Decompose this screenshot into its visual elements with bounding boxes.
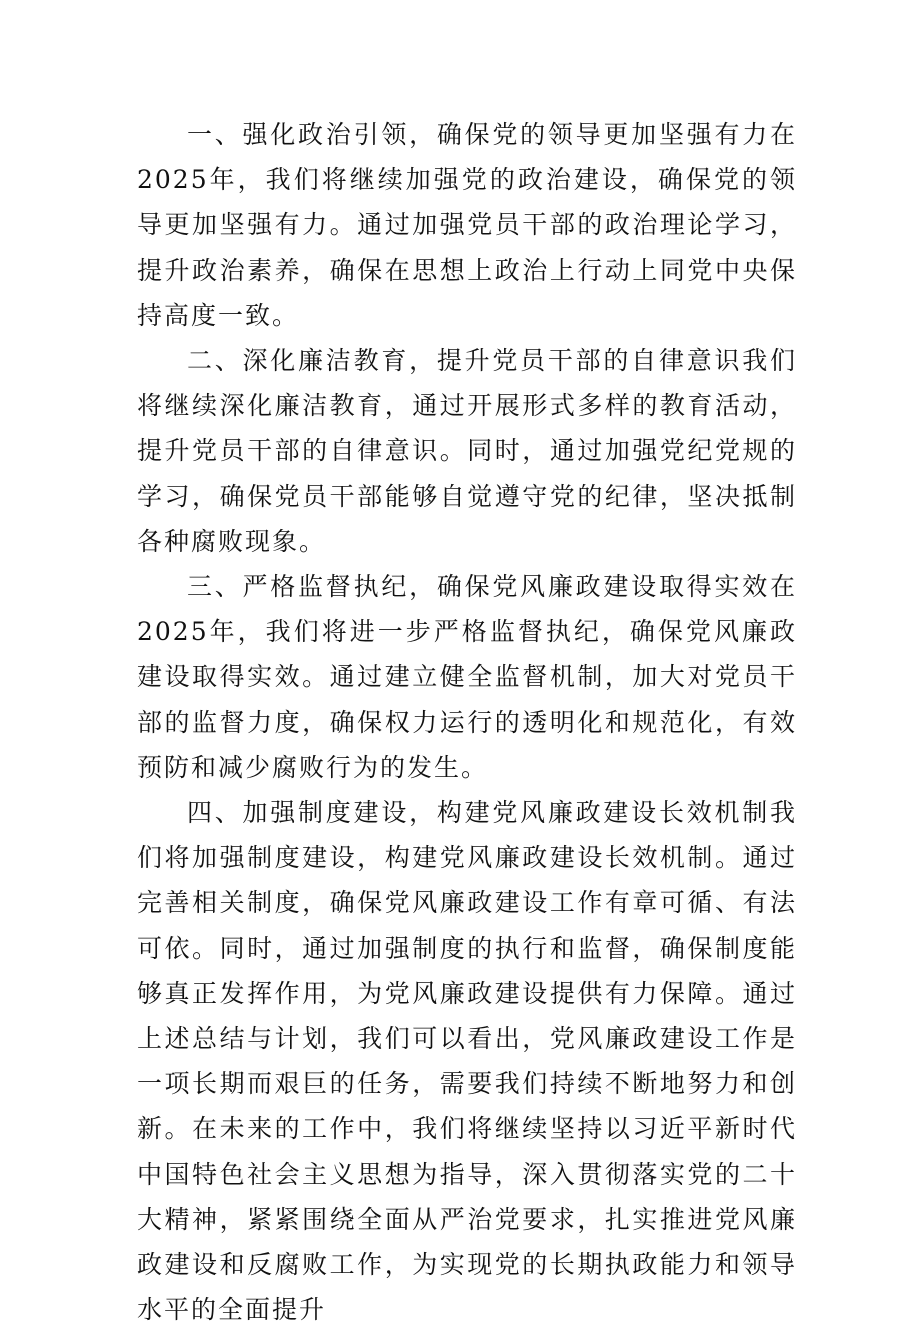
paragraph-integrity-education: 二、深化廉洁教育，提升党员干部的自律意识我们将继续深化廉洁教育，通过开展形式多样的教育活动，提升党员干部的自律意识。同时，通过加强党纪党规的学习，确保党员干部能够自觉遵守党的纪律，坚决抵制各种腐败现象。 [137,346,797,556]
paragraph-supervision-discipline: 三、严格监督执纪，确保党风廉政建设取得实效在2025年，我们将进一步严格监督执纪，确保党风廉政建设取得实效。通过建立健全监督机制，加大对党员干部的监督力度，确保权力运行的透明化和规范化，有效预防和减少腐败行为的发生。 [137,572,797,782]
paragraph-political-leadership: 一、强化政治引领，确保党的领导更加坚强有力在2025年，我们将继续加强党的政治建设，确保党的领导更加坚强有力。通过加强党员干部的政治理论学习，提升政治素养，确保在思想上政治上行动上同党中央保持高度一致。 [137,120,797,330]
paragraph-institution-building: 四、加强制度建设，构建党风廉政建设长效机制我们将加强制度建设，构建党风廉政建设长效机制。通过完善相关制度，确保党风廉政建设工作有章可循、有法可依。同时，通过加强制度的执行和监督，确保制度能够真正发挥作用，为党风廉政建设提供有力保障。通过上述总结与计划，我们可以看出，党风廉政建设工作是一项长期而艰巨的任务，需要我们持续不断地努力和创新。在未来的工作中，我们将继续坚持以习近平新时代中国特色社会主义思想为指导，深入贯彻落实党的二十大精神，紧紧围绕全面从严治党要求，扎实推进党风廉政建设和反腐败工作，为实现党的长期执政能力和领导水平的全面提升 [137,798,797,1325]
document-body [137,112,797,1332]
